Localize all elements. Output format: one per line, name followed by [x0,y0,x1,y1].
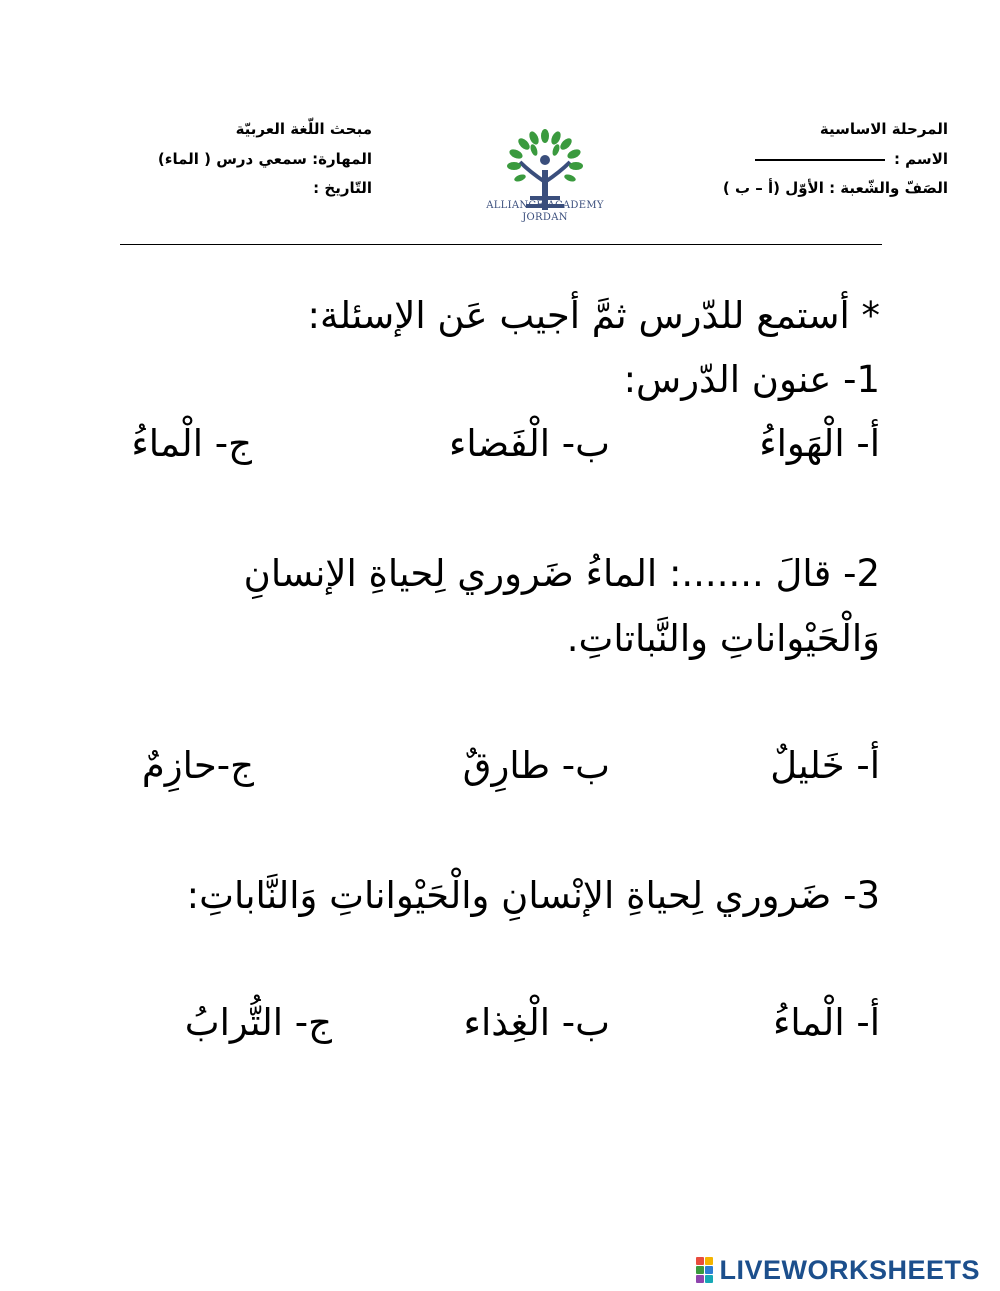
liveworksheets-brand [696,1254,980,1286]
name-label: الاسم : [893,150,948,168]
liveworksheets-wordmark: LIVEWORKSHEETS [719,1254,980,1285]
name-blank-line[interactable] [755,159,885,161]
date-label: التّاريخ : [313,179,372,197]
question-2-text-line2: وَالْحَيْواناتِ والنَّباتاتِ. [566,617,880,660]
question-1-option-a[interactable]: أ- الْهَواءُ [759,422,880,465]
question-2-option-a[interactable]: أ- خَليلٌ [770,744,880,787]
question-2-option-b[interactable]: ب- طارِقٌ [462,744,610,787]
question-1-option-b[interactable]: ب- الْفَضاء [449,422,610,465]
subject-label: مبحث اللّغة العربيّة [235,120,372,138]
question-3-option-a[interactable]: أ- الْماءُ [772,1001,880,1044]
question-1-text: 1- عنون الدّرس: [623,358,880,401]
class-section-label: الصَفّ والشّعبة : الأوّل (أ – ب ) [722,179,948,197]
question-3-option-b[interactable]: ب- الْغِذاء [463,1001,610,1044]
header-divider [120,244,882,245]
logo-caption-line1: ALLIANCE ACADEMY [486,200,604,211]
question-2-text-line1: 2- قالَ .......: الماءُ ضَروري لِحياةِ الإنسانِ [243,552,880,595]
student-name-row [755,150,948,168]
logo-caption [470,200,620,224]
question-3-option-c[interactable]: ج- التُّرابُ [184,1001,332,1044]
instruction-text: * أستمع للدّرس ثمَّ أجيب عَن الإسئلة: [307,294,880,337]
question-3-text: 3- ضَروري لِحياةِ الإنْسانِ والْحَيْواناتِ وَالنَّاباتِ: [186,874,880,917]
logo-caption-line2: JORDAN [522,212,568,223]
stage-label: المرحلة الاساسية [819,120,948,138]
question-2-option-c[interactable]: ج-حازِمٌ [141,744,254,787]
question-1-option-c[interactable]: ج- الْماءُ [131,422,252,465]
skill-label: المهارة: سمعي درس ( الماء) [157,150,372,168]
liveworksheets-logo-icon [696,1257,713,1283]
